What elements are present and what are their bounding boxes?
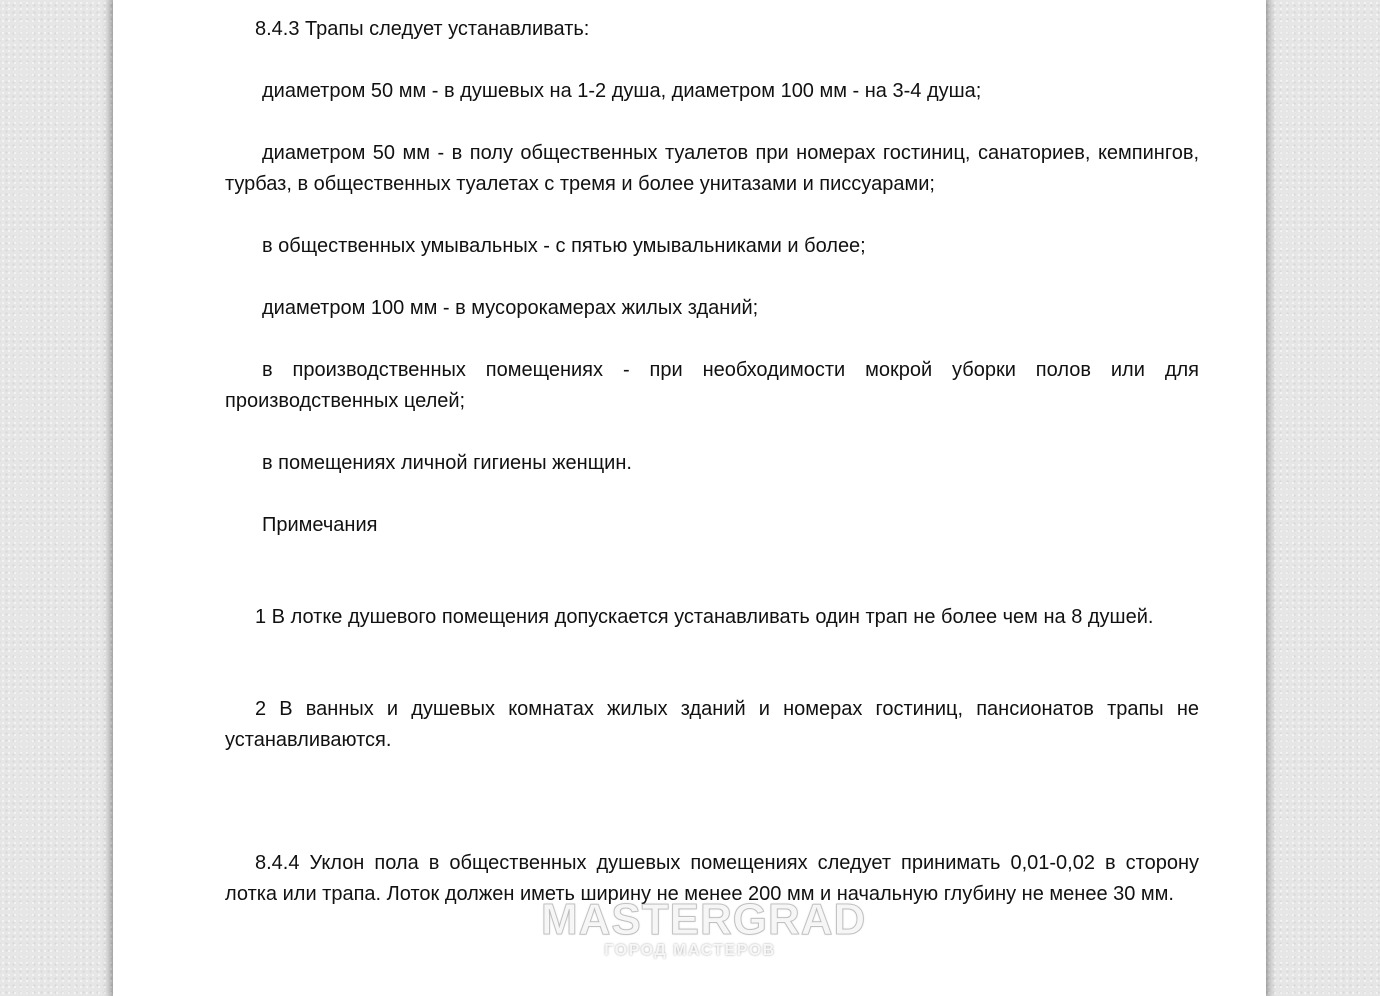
watermark-subtitle: ГОРОД МАСТЕРОВ	[604, 942, 776, 959]
document-body	[225, 14, 1199, 910]
document-page	[113, 0, 1266, 996]
note-2: 2 В ванных и душевых комнатах жилых зданий и номерах гостиниц, пансионатов трапы не устанавливаются.	[225, 698, 1199, 751]
list-item-washrooms: в общественных умывальных - с пятью умывальниками и более;	[262, 235, 866, 257]
watermark-title: MASTERGRAD	[541, 895, 867, 944]
list-item-hygiene-rooms: в помещениях личной гигиены женщин.	[262, 452, 632, 474]
note-1: 1 В лотке душевого помещения допускается устанавливать один трап не более чем на 8 душей.	[255, 606, 1154, 628]
list-item-garbage-chambers: диаметром 100 мм - в мусорокамерах жилых зданий;	[262, 297, 759, 319]
list-item-industrial-rooms: в производственных помещениях - при необходимости мокрой уборки полов или для производственных целей;	[225, 359, 1199, 412]
list-item-public-toilets: диаметром 50 мм - в полу общественных туалетов при номерах гостиниц, санаториев, кемпингов, турбаз, в общественных туалетах с тремя и более унитазами и писсуарами;	[225, 142, 1199, 195]
clause-8-4-4: 8.4.4 Уклон пола в общественных душевых помещениях следует принимать 0,01-0,02 в сторону лотка или трапа. Лоток должен иметь ширину не менее 200 мм и начальную глубину не менее 30 мм.	[225, 852, 1199, 905]
clause-8-4-3-heading: 8.4.3 Трапы следует устанавливать:	[255, 18, 590, 40]
notes-heading: Примечания	[262, 514, 378, 536]
list-item-showers: диаметром 50 мм - в душевых на 1-2 душа, диаметром 100 мм - на 3-4 душа;	[262, 80, 982, 102]
